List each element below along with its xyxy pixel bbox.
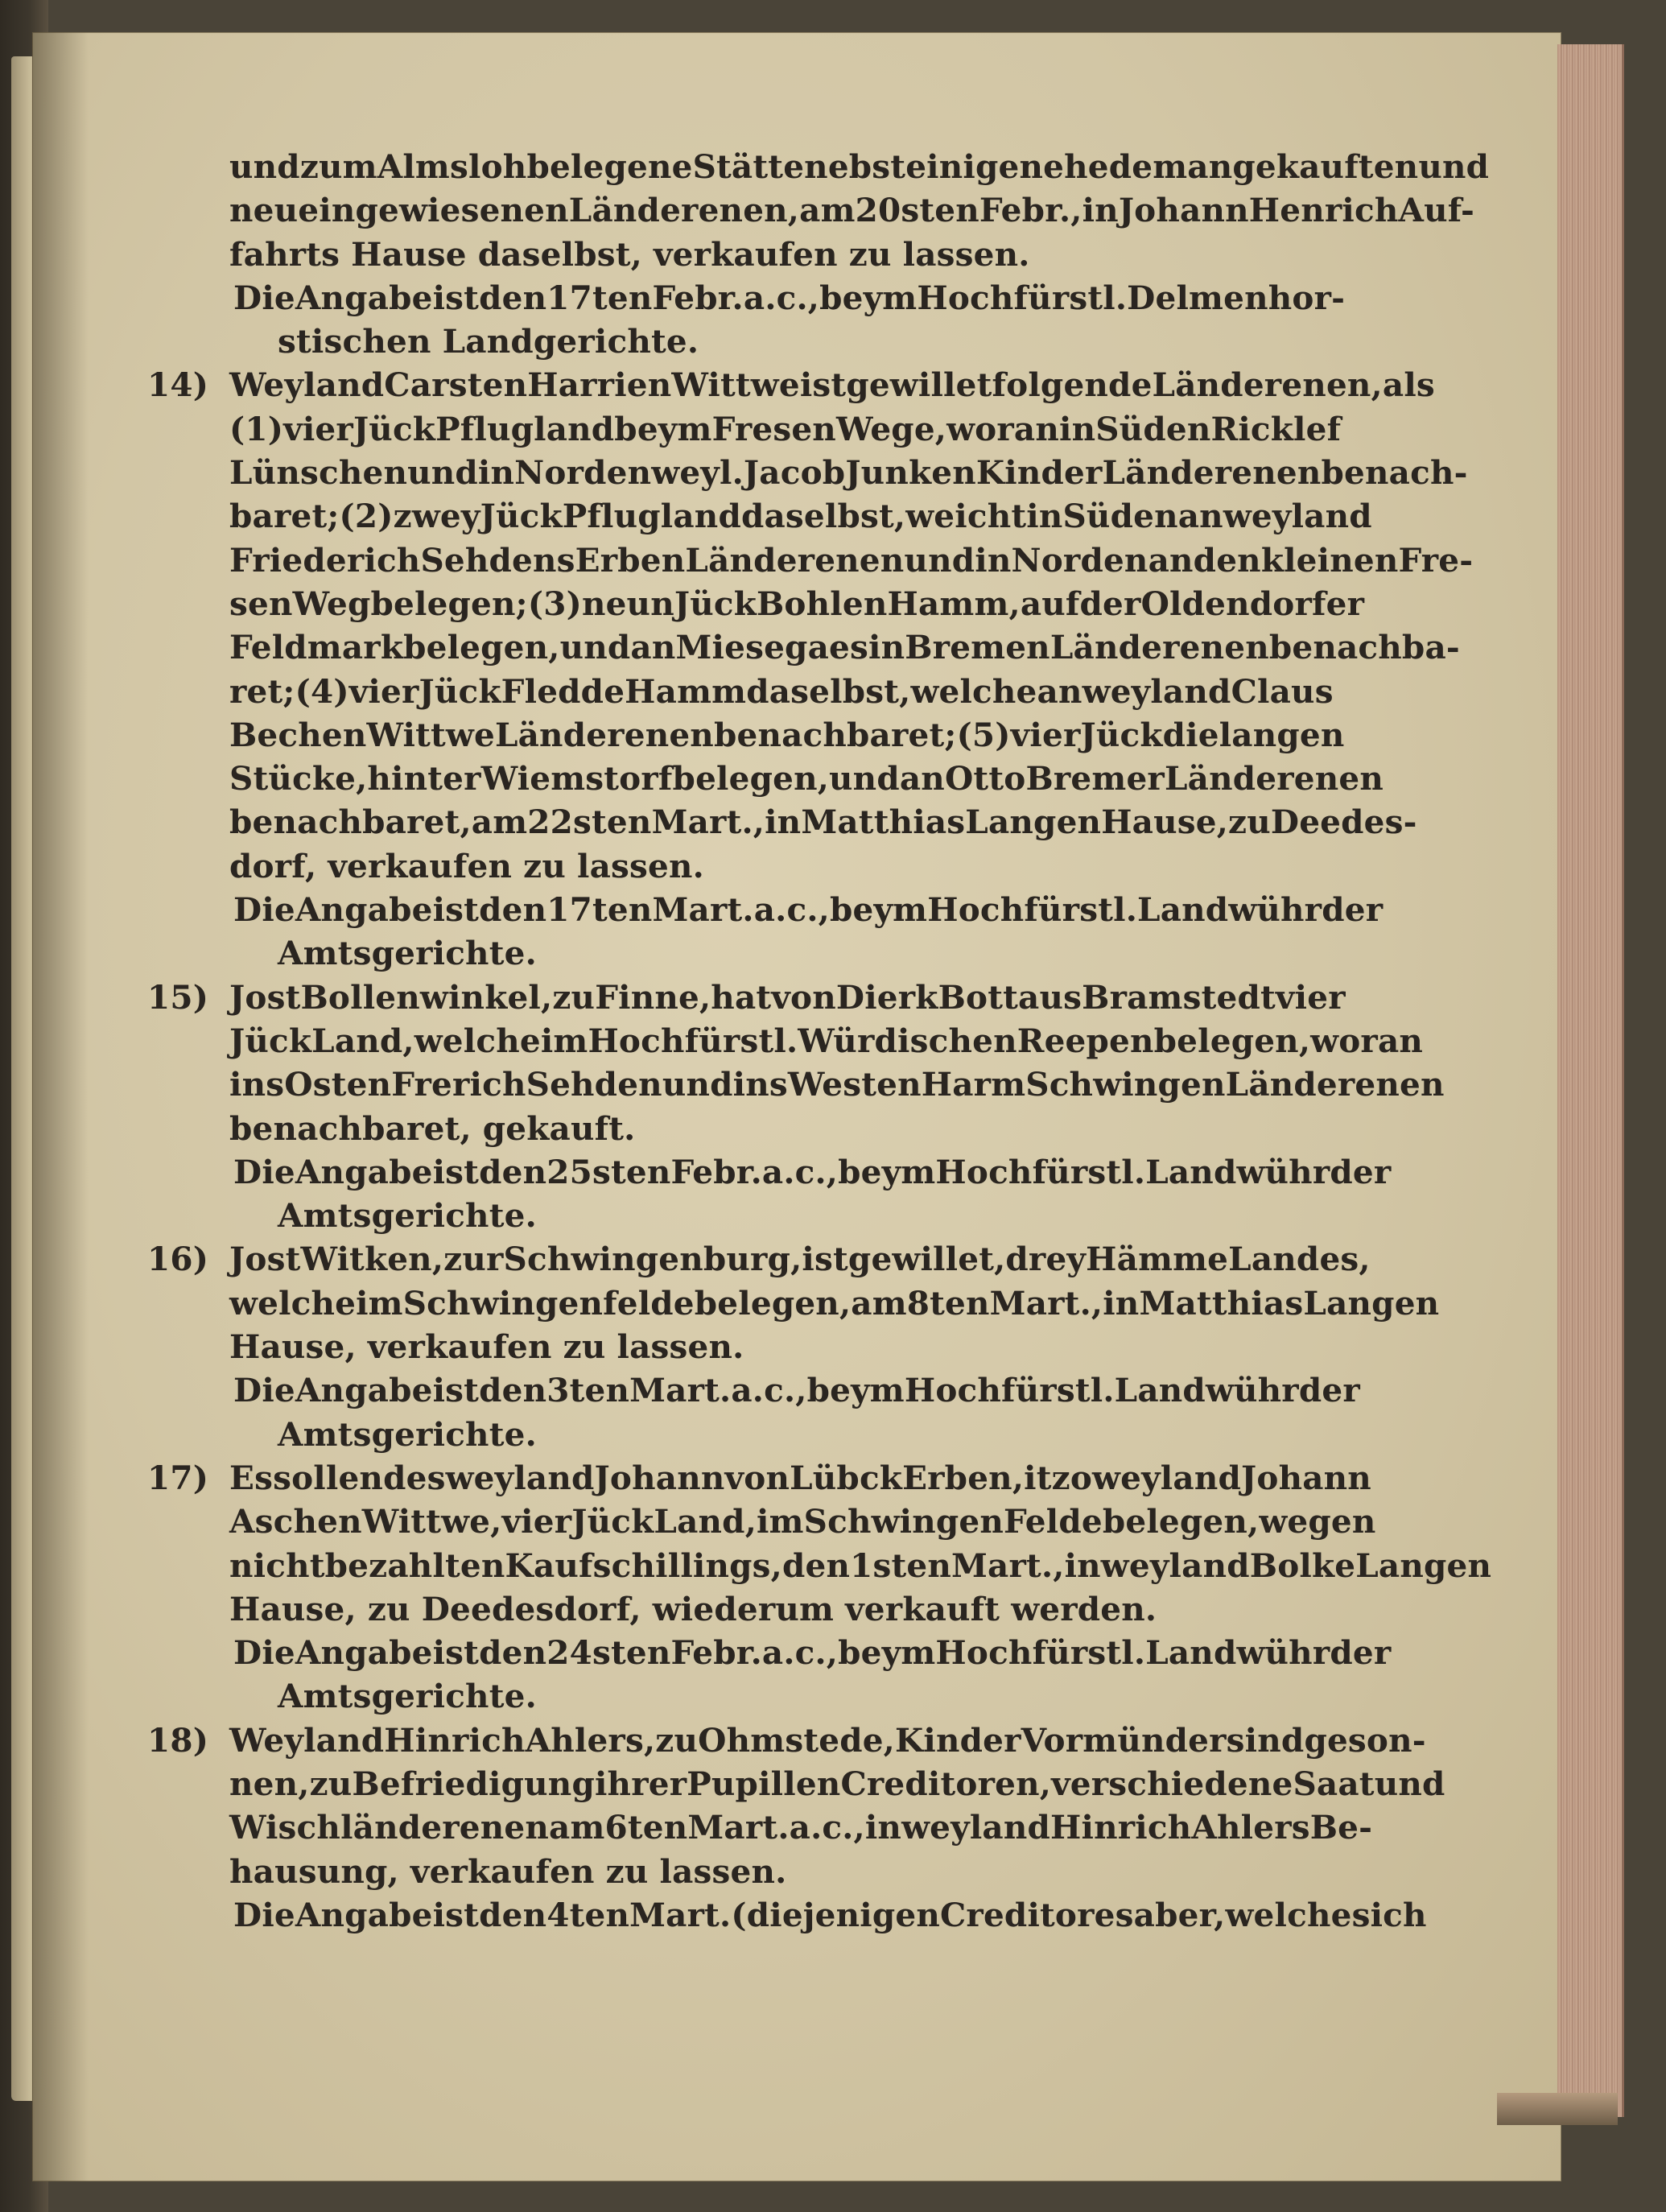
line-text: hausung, verkaufen zu lassen. — [229, 1851, 787, 1891]
text-line — [149, 713, 1345, 757]
line-text: nicht bezahlten Kaufschillings, den 1sten Mart., in weyland Bolke Langen — [229, 1546, 1492, 1585]
line-text: Die Angabe ist den 4ten Mart. (diejenigen Creditores aber, welche sich — [233, 1895, 1427, 1934]
line-text: Jost Bollenwinkel, zu Finne, hat von Dierk Bott aus Bramstedt vier — [229, 977, 1346, 1017]
line-text: Friederich Sehdens Erben Länderenen und in Norden an den kleinen Fre- — [229, 540, 1474, 580]
line-text: und zum Almsloh belegene Stätte nebst einigen ehedem angekauften und — [229, 147, 1490, 186]
entry-number: 18) — [147, 1720, 209, 1760]
line-text: ins Osten Frerich Sehden und ins Westen Harm Schwingen Länderenen — [229, 1065, 1445, 1104]
text-line — [149, 1587, 1328, 1631]
text-line — [149, 233, 1328, 276]
line-text: Wischländerenen am 6ten Mart. a. c., in weyland Hinrich Ahlers Be- — [229, 1808, 1373, 1847]
line-text: Weyland Hinrich Ahlers, zu Ohmstede, Kinder Vormünder sind geson- — [229, 1720, 1426, 1760]
notice-line — [149, 1368, 1360, 1412]
line-text: Lünschen und in Norden weyl. Jacob Junken Kinder Länderenen benach- — [229, 453, 1468, 493]
notice-line — [149, 1150, 1392, 1194]
text-line — [149, 1762, 1445, 1806]
entry-first-line — [147, 363, 1435, 406]
line-text: benachbaret, am 22sten Mart., in Matthias Langen Hause, zu Deedes- — [229, 803, 1417, 842]
line-text: Jück Land, welche im Hochfürstl. Würdischen Reepen belegen, woran — [229, 1021, 1424, 1060]
text-line — [149, 1850, 1328, 1893]
line-text: Feldmark belegen, und an Miesegaes in Bremen Länderenen benachba- — [229, 628, 1460, 667]
line-text: Hause, zu Deedesdorf, wiederum verkauft werden. — [229, 1589, 1157, 1628]
notice-line — [149, 1674, 1328, 1718]
line-text: neu eingewiesenen Länderenen, am 20sten Febr., in Johann Henrich Auf- — [229, 191, 1474, 230]
line-text: Jost Witken, zur Schwingenburg, ist gewillet, drey Hämme Landes, — [229, 1240, 1371, 1279]
text-line — [149, 451, 1468, 494]
text-line — [149, 1806, 1373, 1849]
page-gutter-shadow — [32, 32, 89, 2181]
line-text: Amtsgerichte. — [278, 934, 537, 973]
text-line — [149, 670, 1334, 713]
line-text: Amtsgerichte. — [278, 1196, 537, 1236]
line-text: Aschen Wittwe, vier Jück Land, im Schwingen Felde belegen, wegen — [229, 1502, 1376, 1541]
text-line — [149, 145, 1490, 188]
line-text: dorf, verkaufen zu lassen. — [229, 846, 704, 885]
line-text: sen Weg belegen; (3) neun Jück Bohlen Hamm, auf der Oldendorfer — [229, 584, 1365, 623]
line-text: stischen Landgerichte. — [278, 322, 699, 361]
text-line — [149, 1107, 1328, 1150]
notice-line — [149, 320, 1328, 363]
entry-first-line — [147, 1719, 1426, 1762]
notice-line — [149, 1413, 1328, 1456]
text-line — [149, 1281, 1440, 1325]
text-line — [149, 1544, 1492, 1587]
page-text-block — [147, 145, 1492, 1937]
entry-number: 14) — [147, 365, 209, 405]
line-text: ret; (4) vier Jück Fledde Hamm daselbst, welche an weyland Claus — [229, 671, 1334, 711]
text-line — [149, 1325, 1328, 1368]
text-line — [149, 407, 1342, 451]
line-text: Die Angabe ist den 24sten Febr. a. c., beym Hochfürstl. Landwührder — [233, 1633, 1392, 1673]
text-line — [149, 1500, 1376, 1543]
line-text: Amtsgerichte. — [278, 1677, 537, 1716]
line-text: (1) vier Jück Pflugland beym Fresen Wege, woran in Süden Ricklef — [229, 409, 1342, 448]
notice-line — [149, 1194, 1328, 1237]
entry-first-line — [147, 1237, 1371, 1281]
text-line — [149, 1019, 1424, 1063]
line-text: Weyland Carsten Harrien Wittwe ist gewillet folgende Länderenen, als — [229, 365, 1435, 405]
text-line — [149, 800, 1417, 844]
notice-line — [149, 1631, 1392, 1674]
text-line — [149, 582, 1365, 625]
text-line — [149, 1063, 1445, 1106]
line-text: Hause, verkaufen zu lassen. — [229, 1327, 744, 1367]
text-line — [149, 188, 1474, 232]
line-text: nen, zu Befriedigung ihrer Pupillen Creditoren, verschiedene Saat und — [229, 1764, 1445, 1803]
line-text: Die Angabe ist den 3ten Mart. a. c., beym Hochfürstl. Landwührder — [233, 1371, 1360, 1410]
line-text: baret; (2) zwey Jück Pflugland daselbst, weicht in Süden an weyland — [229, 497, 1372, 536]
notice-line — [149, 888, 1384, 931]
entry-number: 15) — [147, 977, 209, 1017]
line-text: benachbaret, gekauft. — [229, 1108, 636, 1148]
line-text: Die Angabe ist den 25sten Febr. a. c., beym Hochfürstl. Landwührder — [233, 1152, 1392, 1191]
notice-line — [149, 1893, 1427, 1937]
line-text: Es sollen des weyland Johann von Lübck Erben, itzo weyland Johann — [229, 1458, 1371, 1497]
entry-first-line — [147, 976, 1346, 1019]
line-text: Bechen Wittwe Länderenen benachbaret; (5) vier Jück die langen — [229, 715, 1345, 754]
line-text: Amtsgerichte. — [278, 1414, 537, 1454]
line-text: Die Angabe ist den 17ten Febr. a. c., beym Hochfürstl. Delmenhor- — [233, 278, 1346, 317]
text-line — [149, 494, 1372, 538]
entry-first-line — [147, 1456, 1371, 1500]
text-line — [149, 625, 1460, 669]
text-line — [149, 539, 1474, 582]
page-block-edges — [1557, 44, 1624, 2117]
entry-number: 17) — [147, 1458, 209, 1497]
notice-line — [149, 276, 1346, 320]
line-text: welche im Schwingenfelde belegen, am 8ten Mart., in Matthias Langen — [229, 1283, 1440, 1323]
text-line — [149, 844, 1328, 888]
text-line — [149, 757, 1384, 800]
line-text: Die Angabe ist den 17ten Mart. a. c., beym Hochfürstl. Landwührder — [233, 890, 1384, 930]
page-block-bottom — [1497, 2093, 1618, 2125]
line-text: fahrts Hause daselbst, verkaufen zu lassen. — [229, 234, 1030, 274]
line-text: Stücke, hinter Wiemstorf belegen, und an Otto Bremer Länderenen — [229, 759, 1384, 799]
notice-line — [149, 931, 1328, 975]
entry-number: 16) — [147, 1240, 209, 1279]
